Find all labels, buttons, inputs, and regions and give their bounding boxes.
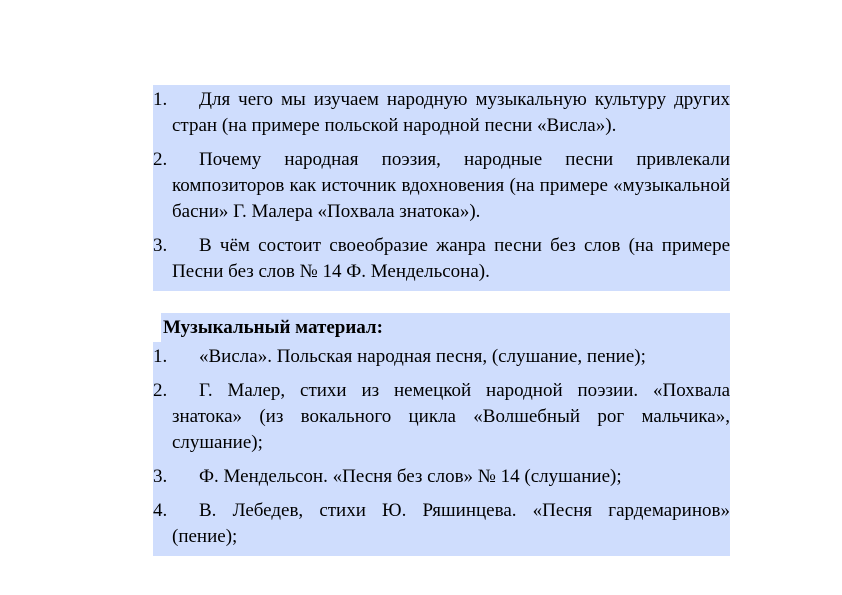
material-item bbox=[153, 342, 730, 376]
question-item bbox=[153, 85, 730, 145]
question-text: Почему народная поэзия, народные песни привлекали композиторов как источник вдохновения (на примере «музыкальной басни» Г. Малера «Похвала знатока»). bbox=[172, 149, 730, 222]
material-text: В. Лебедев, стихи Ю. Ряшинцева. «Песня гардемаринов» (пение); bbox=[172, 500, 730, 547]
material-item bbox=[153, 462, 730, 496]
material-number: 4. bbox=[153, 500, 168, 521]
question-number: 1. bbox=[153, 89, 168, 110]
question-text: В чём состоит своеобразие жанра песни без слов (на примере Песни без слов № 14 Ф. Мендельсона). bbox=[172, 235, 730, 282]
material-list bbox=[153, 342, 730, 556]
material-number: 3. bbox=[153, 466, 168, 487]
material-number: 1. bbox=[153, 346, 168, 367]
question-item bbox=[153, 145, 730, 231]
material-text: Ф. Мендельсон. «Песня без слов» № 14 (слушание); bbox=[199, 466, 622, 487]
question-item bbox=[153, 231, 730, 291]
question-text: Для чего мы изучаем народную музыкальную культуру других стран (на примере польской народной песни «Висла»). bbox=[172, 89, 730, 136]
heading-gap bbox=[153, 313, 161, 342]
material-heading-text: Музыкальный материал: bbox=[163, 317, 383, 338]
material-heading bbox=[153, 313, 730, 342]
question-number: 2. bbox=[153, 149, 168, 170]
question-number: 3. bbox=[153, 235, 168, 256]
material-item bbox=[153, 496, 730, 556]
material-number: 2. bbox=[153, 380, 168, 401]
questions-list bbox=[153, 85, 730, 291]
material-item bbox=[153, 376, 730, 462]
material-text: Г. Малер, стихи из немецкой народной поэзии. «Похвала знатока» (из вокального цикла «Волшебный рог мальчика», слушание); bbox=[172, 380, 730, 453]
material-text: «Висла». Польская народная песня, (слушание, пение); bbox=[199, 346, 646, 367]
